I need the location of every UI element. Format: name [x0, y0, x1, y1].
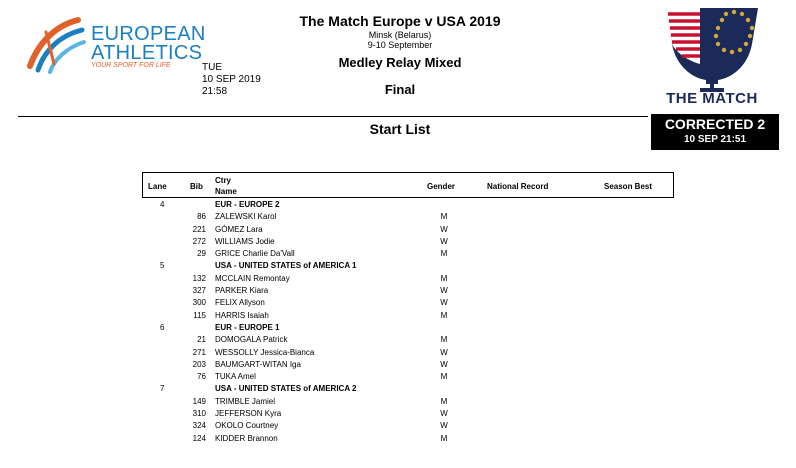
- the-match-logo-text: THE MATCH: [666, 90, 758, 107]
- athlete-gender: W: [440, 409, 448, 419]
- athlete-bib: 76: [197, 372, 206, 382]
- athlete-name: PARKER Kiara: [215, 286, 269, 296]
- athlete-row: [0, 224, 796, 236]
- print-day: TUE: [202, 62, 222, 73]
- event-title: The Match Europe v USA 2019: [299, 13, 501, 29]
- team-name: USA - UNITED STATES of AMERICA 1: [215, 261, 357, 271]
- athlete-row: [0, 310, 796, 322]
- athlete-name: GRICE Charlie Da'Vall: [215, 249, 295, 259]
- athlete-gender: W: [440, 359, 448, 369]
- athlete-name: OKOLO Courtney: [215, 421, 279, 431]
- athlete-bib: 149: [192, 396, 206, 406]
- athlete-row: [0, 347, 796, 359]
- athlete-bib: 115: [193, 310, 206, 320]
- athlete-gender: M: [440, 433, 448, 443]
- athlete-gender: W: [440, 347, 448, 357]
- header-season-best: Season Best: [604, 182, 653, 191]
- athlete-name: BAUMGART-WITAN Iga: [215, 359, 301, 369]
- athlete-bib: 132: [192, 273, 206, 283]
- team-lane: 4: [160, 200, 165, 209]
- european-athletics-emblem-icon: [24, 14, 90, 74]
- athlete-gender: W: [440, 298, 448, 308]
- event-dates: 9-10 September: [367, 40, 433, 50]
- trophy-icon: [666, 8, 758, 92]
- header-name: Name: [215, 187, 237, 196]
- athlete-name: WESSOLLY Jessica-Bianca: [215, 347, 315, 357]
- header-divider: [18, 116, 648, 117]
- list-title: Start List: [369, 121, 431, 137]
- athlete-name: TRIMBLE Jamiel: [215, 396, 276, 406]
- athlete-row: [0, 236, 796, 248]
- header-bib: Bib: [190, 182, 203, 191]
- print-date-block: [202, 62, 261, 98]
- athlete-row: [0, 297, 796, 309]
- header-gender: Gender: [427, 182, 456, 191]
- athlete-name: KIDDER Brannon: [215, 433, 278, 443]
- athlete-gender: W: [440, 236, 448, 246]
- logo-line2: ATHLETICS: [91, 42, 203, 64]
- athlete-bib: 271: [192, 347, 206, 357]
- table-header: [142, 172, 674, 198]
- athlete-gender: M: [440, 335, 448, 345]
- athlete-row: [0, 334, 796, 346]
- athlete-bib: 300: [192, 298, 206, 308]
- start-list-rows: [0, 199, 796, 445]
- team-name: EUR - EUROPE 1: [215, 322, 280, 332]
- athlete-row: [0, 408, 796, 420]
- header-ctry: Ctry: [215, 176, 232, 185]
- athlete-bib: 86: [197, 212, 206, 222]
- athlete-name: WILLIAMS Jodie: [215, 236, 275, 246]
- team-lane: 5: [160, 261, 165, 271]
- athlete-row: [0, 248, 796, 260]
- print-time: 21:58: [202, 86, 228, 97]
- athlete-bib: 21: [197, 335, 206, 345]
- athlete-row: [0, 359, 796, 371]
- athlete-gender: W: [440, 421, 448, 431]
- event-round: Final: [384, 82, 416, 97]
- athlete-gender: M: [440, 273, 448, 283]
- athlete-bib: 327: [192, 286, 206, 296]
- athlete-row: [0, 396, 796, 408]
- athlete-gender: M: [440, 212, 448, 222]
- header-lane: Lane: [148, 182, 167, 191]
- athlete-name: ZALEWSKI Karol: [215, 212, 277, 222]
- athlete-gender: W: [440, 224, 448, 234]
- athlete-bib: 124: [192, 433, 206, 443]
- athlete-gender: M: [440, 310, 448, 320]
- athlete-bib: 29: [197, 249, 206, 259]
- athlete-gender: W: [440, 286, 448, 296]
- athlete-name: HARRIS Isaiah: [215, 310, 269, 320]
- logo-line1: EUROPEAN: [91, 23, 206, 45]
- athlete-bib: 221: [192, 224, 206, 234]
- team-lane: 7: [160, 384, 165, 394]
- header-national-record: National Record: [487, 182, 549, 191]
- print-date: 10 SEP 2019: [202, 74, 261, 85]
- athlete-gender: M: [440, 396, 448, 406]
- team-row: [0, 199, 796, 211]
- athlete-name: MCCLAIN Remontay: [215, 273, 290, 283]
- athlete-row: [0, 211, 796, 223]
- team-name: EUR - EUROPE 2: [215, 200, 280, 209]
- athlete-name: TUKA Amel: [215, 372, 256, 382]
- corrected-label: CORRECTED 2: [664, 116, 766, 132]
- corrected-timestamp: 10 SEP 21:51: [683, 134, 747, 145]
- event-name: Medley Relay Mixed: [338, 55, 462, 70]
- event-venue: Minsk (Belarus): [368, 30, 432, 40]
- athlete-gender: M: [440, 372, 448, 382]
- athlete-bib: 272: [192, 236, 206, 246]
- athlete-row: [0, 420, 796, 432]
- corrected-badge: [651, 114, 779, 150]
- athlete-bib: 324: [192, 421, 206, 431]
- athlete-name: DOMOGALA Patrick: [215, 335, 288, 345]
- athlete-row: [0, 285, 796, 297]
- athlete-name: JEFFERSON Kyra: [215, 409, 282, 419]
- athlete-row: [0, 273, 796, 285]
- team-row: [0, 383, 796, 395]
- athlete-bib: 310: [192, 409, 206, 419]
- athlete-gender: M: [440, 249, 448, 259]
- athlete-name: FELIX Allyson: [215, 298, 265, 308]
- athlete-bib: 203: [192, 359, 206, 369]
- european-athletics-logo: [24, 14, 206, 74]
- logo-tagline: YOUR SPORT FOR LIFE: [91, 62, 171, 69]
- athlete-row: [0, 371, 796, 383]
- team-name: USA - UNITED STATES of AMERICA 2: [215, 384, 357, 394]
- team-row: [0, 322, 796, 334]
- team-row: [0, 260, 796, 272]
- athlete-row: [0, 433, 796, 445]
- athlete-name: GÓMEZ Lara: [215, 224, 263, 234]
- team-lane: 6: [160, 322, 165, 332]
